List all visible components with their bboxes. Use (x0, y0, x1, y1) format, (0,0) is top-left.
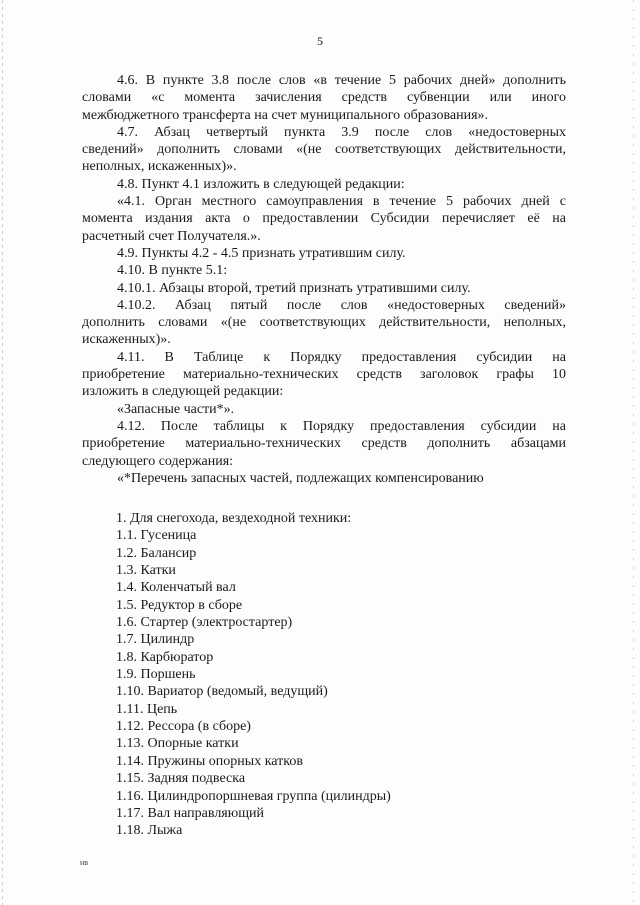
list-item: 1.17. Вал направляющий (116, 805, 264, 821)
list-item: 1.1. Гусеница (116, 528, 197, 544)
paragraph-4-10: 4.10. В пункте 5.1: (117, 263, 228, 279)
list-item: 1.10. Вариатор (ведомый, ведущий) (116, 684, 328, 700)
paragraph-4-8: 4.8. Пункт 4.1 изложить в следующей редакции: (117, 176, 405, 192)
list-item: 1.15. Задняя подвеска (116, 771, 246, 787)
list-item: 1.18. Лыжа (116, 823, 183, 839)
paragraph-4-6-line-1: 4.6. В пункте 3.8 после слов «в течение 5 рабочих дней» дополнить (117, 73, 566, 88)
paragraph-4-9: 4.9. Пункты 4.2 - 4.5 признать утратившим силу. (117, 245, 406, 261)
paragraph-spare-parts-header: «Запасные части*». (117, 401, 235, 417)
paragraph-4-11-line-1: 4.11. В Таблице к Порядку предоставления субсидии на (117, 349, 566, 365)
footer-initials: нв (80, 858, 89, 867)
list-item: 1.12. Рессора (в сборе) (116, 719, 251, 735)
paragraph-4-11-line-3: изложить в следующей редакции: (82, 384, 284, 400)
list-item: 1.11. Цепь (116, 701, 178, 717)
list-item: 1.13. Опорные катки (116, 736, 239, 752)
paragraph-4-12-line-2: приобретение материально-технических средств дополнить абзацами (82, 436, 566, 452)
paragraph-4-7-line-2: сведений» дополнить словами «(не соответствующих действительности, (82, 142, 566, 158)
spare-parts-list (116, 510, 536, 840)
list-item: 1.2. Балансир (116, 545, 197, 561)
list-item: 1.16. Цилиндропоршневая группа (цилиндры) (116, 788, 391, 804)
paragraph-4-6-line-2: словами «с момента зачисления средств субвенции или иного (82, 90, 566, 106)
paragraph-4-12-line-3: следующего содержания: (82, 453, 234, 469)
document-body (82, 72, 566, 487)
list-item: 1.9. Поршень (116, 667, 196, 683)
paragraph-4-10-2-line-3: искаженных)». (82, 332, 171, 348)
paragraph-4-1-quote-line-3: расчетный счет Получателя.». (82, 228, 261, 244)
paragraph-4-1-quote-line-1: «4.1. Орган местного самоуправления в течение 5 рабочих дней с (117, 194, 566, 210)
paragraph-4-11-line-2: приобретение материально-технических средств заголовок графы 10 (82, 367, 566, 383)
list-item: 1.14. Пружины опорных катков (116, 753, 303, 769)
list-item: 1.3. Катки (116, 563, 176, 579)
list-item: 1.7. Цилиндр (116, 632, 195, 648)
paragraph-4-10-2-line-1: 4.10.2. Абзац пятый после слов «недостоверных сведений» (117, 297, 566, 313)
list-item: 1.5. Редуктор в сборе (116, 597, 243, 613)
page-number: 5 (317, 34, 323, 48)
list-item: 1.8. Карбюратор (116, 649, 214, 665)
scan-edge-right (633, 0, 634, 905)
paragraph-4-10-1: 4.10.1. Абзацы второй, третий признать утратившими силу. (117, 280, 471, 296)
scan-edge-left (2, 0, 3, 905)
list-item: 1.4. Коленчатый вал (116, 580, 236, 596)
paragraph-4-10-2-line-2: дополнить словами «(не соответствующих действительности, неполных, (82, 315, 566, 331)
list-item: 1.6. Стартер (электростартер) (116, 615, 293, 631)
paragraph-4-7-line-1: 4.7. Абзац четвертый пункта 3.9 после слов «недостоверных (117, 124, 566, 140)
paragraph-4-12-line-1: 4.12. После таблицы к Порядку предоставления субсидии на (117, 418, 566, 434)
paragraph-4-7-line-3: неполных, искаженных)». (82, 159, 237, 175)
paragraph-4-1-quote-line-2: момента издания акта о предоставлении Субсидии перечисляет её на (82, 211, 566, 227)
paragraph-4-6-line-3: межбюджетного трансферта на счет муниципального образования». (82, 107, 489, 123)
paragraph-spare-parts-list-title: «*Перечень запасных частей, подлежащих компенсированию (117, 470, 484, 486)
list-heading: 1. Для снегохода, вездеходной техники: (116, 511, 352, 526)
